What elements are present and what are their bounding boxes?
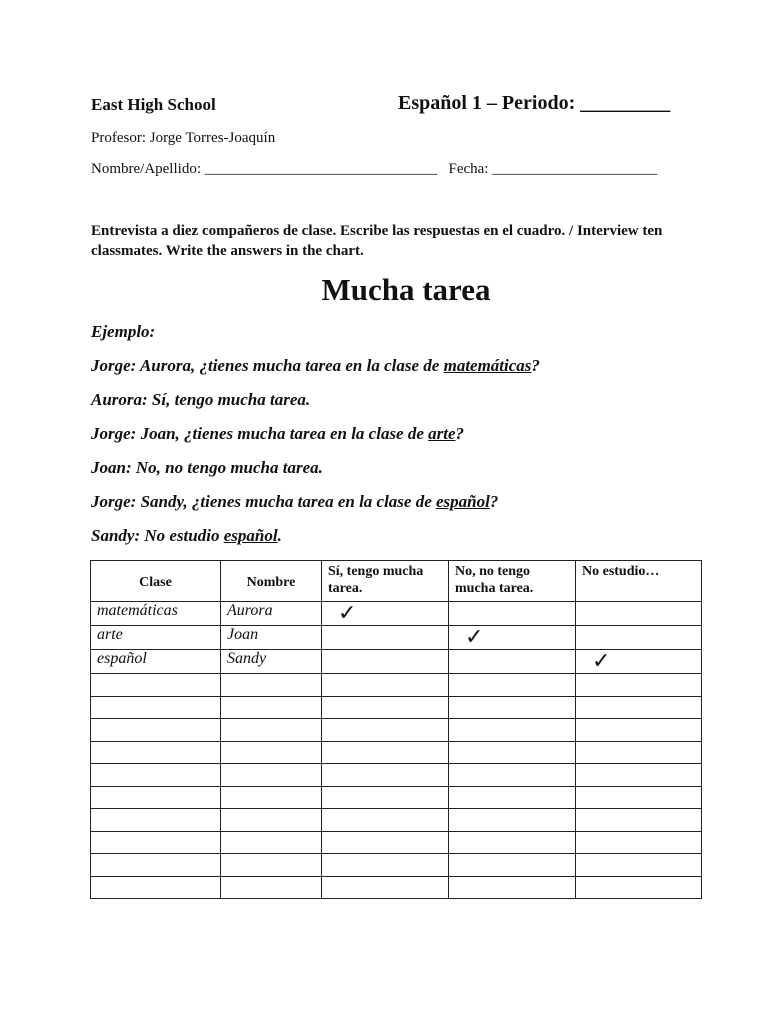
table-row <box>91 626 702 650</box>
cell-nombre <box>221 854 322 877</box>
cell-answer <box>576 809 702 832</box>
teacher-name: Profesor: Jorge Torres-Joaquín <box>91 130 276 146</box>
cell-answer <box>449 764 576 787</box>
example-line-text: Joan: No, no tengo mucha tarea. <box>91 458 323 477</box>
example-line <box>91 390 310 410</box>
cell-clase <box>91 764 221 787</box>
school-name: East High School <box>91 95 216 114</box>
cell-answer <box>322 786 449 809</box>
header-no-estudio: No estudio… <box>576 561 702 602</box>
cell-answer <box>576 786 702 809</box>
cell-nombre <box>221 674 322 697</box>
cell-answer <box>322 831 449 854</box>
cell-answer <box>322 854 449 877</box>
cell-nombre <box>221 719 322 742</box>
checkmark-icon: ✓ <box>338 600 357 625</box>
cell-answer <box>449 809 576 832</box>
example-line-end: ? <box>455 424 465 443</box>
example-line-text: Jorge: Sandy, ¿tienes mucha tarea en la clase de <box>91 492 437 511</box>
cell-answer <box>322 876 449 899</box>
cell-clase <box>91 854 221 877</box>
cell-answer <box>576 831 702 854</box>
example-subject: español <box>436 492 490 511</box>
cell-answer <box>576 696 702 719</box>
cell-answer <box>449 786 576 809</box>
table-row <box>91 854 702 877</box>
cell-answer <box>449 696 576 719</box>
table-row <box>91 696 702 719</box>
cell-clase <box>91 674 221 697</box>
cell-nombre: Joan <box>221 626 322 650</box>
name-date-line: Nombre/Apellido: _______________________________ Fecha: ______________________ <box>91 161 658 177</box>
table-row <box>91 809 702 832</box>
answers-table <box>90 560 702 899</box>
cell-answer <box>322 650 449 674</box>
example-line-end: ? <box>531 356 540 375</box>
cell-answer <box>322 741 449 764</box>
cell-clase <box>91 696 221 719</box>
table-row <box>91 719 702 742</box>
table-row <box>91 741 702 764</box>
cell-nombre <box>221 809 322 832</box>
table-row <box>91 674 702 697</box>
checkmark-icon: ✓ <box>465 624 484 649</box>
cell-nombre <box>221 741 322 764</box>
cell-clase <box>91 741 221 764</box>
cell-clase <box>91 831 221 854</box>
example-line <box>91 526 282 546</box>
checkmark-icon: ✓ <box>592 648 611 673</box>
header-no-tengo: No, no tengo mucha tarea. <box>449 561 576 602</box>
table-header-row <box>91 561 702 602</box>
header-nombre: Nombre <box>221 561 322 602</box>
example-subject: español <box>223 526 278 545</box>
cell-nombre: Sandy <box>221 650 322 674</box>
example-subject: matemáticas <box>443 356 532 375</box>
cell-answer <box>576 674 702 697</box>
cell-answer <box>449 602 576 626</box>
cell-clase: arte <box>91 626 221 650</box>
example-line-end: ? <box>489 492 499 511</box>
example-line-text: Sandy: No estudio <box>91 526 224 545</box>
cell-nombre: Aurora <box>221 602 322 626</box>
cell-nombre <box>221 831 322 854</box>
cell-answer <box>322 602 449 626</box>
cell-answer <box>449 719 576 742</box>
header-si-tengo: Sí, tengo mucha tarea. <box>322 561 449 602</box>
cell-answer <box>576 626 702 650</box>
example-line-text: Aurora: Sí, tengo mucha tarea. <box>91 390 311 409</box>
cell-nombre <box>221 696 322 719</box>
cell-answer <box>576 650 702 674</box>
cell-clase: español <box>91 650 221 674</box>
cell-answer <box>449 626 576 650</box>
course-period: Español 1 – Periodo: _________ <box>398 92 671 114</box>
table-row <box>91 786 702 809</box>
cell-answer <box>322 674 449 697</box>
table-row <box>91 876 702 899</box>
cell-answer <box>449 674 576 697</box>
page-title: Mucha tarea <box>321 272 491 307</box>
example-label: Ejemplo: <box>91 322 156 341</box>
table-row <box>91 602 702 626</box>
cell-clase <box>91 786 221 809</box>
cell-answer <box>449 854 576 877</box>
cell-answer <box>576 602 702 626</box>
table-row <box>91 764 702 787</box>
example-line <box>91 356 540 376</box>
cell-answer <box>322 764 449 787</box>
cell-clase <box>91 719 221 742</box>
example-line <box>91 458 323 478</box>
cell-answer <box>576 764 702 787</box>
cell-answer <box>576 854 702 877</box>
example-line-text: Jorge: Joan, ¿tienes mucha tarea en la clase de <box>91 424 429 443</box>
table-row <box>91 650 702 674</box>
cell-clase: matemáticas <box>91 602 221 626</box>
cell-answer <box>322 809 449 832</box>
example-line <box>91 424 464 444</box>
cell-answer <box>576 741 702 764</box>
cell-answer <box>576 876 702 899</box>
cell-answer <box>322 626 449 650</box>
cell-answer <box>449 650 576 674</box>
cell-answer <box>322 719 449 742</box>
instructions: Entrevista a diez compañeros de clase. Escribe las respuestas en el cuadro. / Interview ten classmates. Write the answers in the chart. <box>91 223 663 259</box>
header-clase: Clase <box>91 561 221 602</box>
cell-answer <box>576 719 702 742</box>
cell-answer <box>449 876 576 899</box>
table-row <box>91 831 702 854</box>
cell-answer <box>449 741 576 764</box>
cell-nombre <box>221 876 322 899</box>
example-line-end: . <box>277 526 282 545</box>
cell-clase <box>91 809 221 832</box>
cell-nombre <box>221 786 322 809</box>
cell-clase <box>91 876 221 899</box>
cell-answer <box>449 831 576 854</box>
cell-nombre <box>221 764 322 787</box>
example-line <box>91 492 498 512</box>
example-line-text: Jorge: Aurora, ¿tienes mucha tarea en la clase de <box>91 356 444 375</box>
example-subject: arte <box>428 424 456 443</box>
cell-answer <box>322 696 449 719</box>
